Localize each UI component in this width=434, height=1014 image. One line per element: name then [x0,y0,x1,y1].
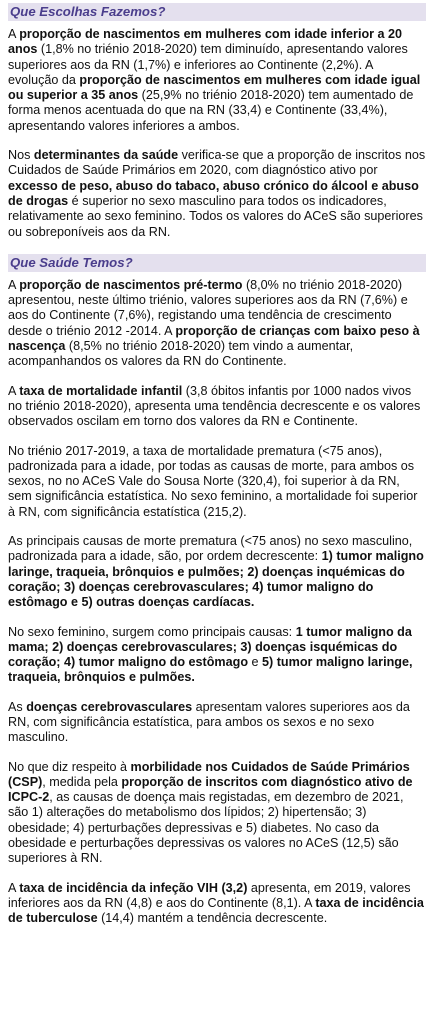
bold-text-run: doenças cerebrovasculares [26,699,193,714]
text-run: No sexo feminino, surgem como principais causas: [8,624,296,639]
paragraph-mortalidade-infantil [8,384,426,430]
paragraph-vih-tuberculose [8,881,426,927]
paragraph-pre-termo [8,278,426,370]
bold-text-run: 5) tumor maligno laringe, traqueia, brônquios e pulmões. [8,655,413,685]
text-run: é superior no sexo masculino para todos os indicadores, relativamente ao sexo feminino. Todos os valores do ACeS são superiores ou sobreponíveis aos da RN. [8,193,423,239]
text-run: apresentam valores superiores aos da RN, com significância estatística, para ambos os sexos e no sexo masculino. [8,699,410,745]
bold-text-run: taxa de incidência da infeção VIH (3,2) [19,880,248,895]
bold-text-run: proporção de nascimentos em mulheres com idade inferior a 20 anos [8,27,403,57]
bold-text-run: proporção de inscritos com diagnóstico ativo de ICPC-2 [8,774,413,805]
text-run: , medida pela [42,774,122,789]
bold-text-run: determinantes da saúde [33,148,179,163]
text-run: (1,8% no triénio 2018-2020) tem diminuído, apresentando valores superiores aos da RN (1,7%) e inferiores ao Continente (2,2%). A evolução da [8,42,408,87]
text-run: verifica-se que a proporção de inscritos nos Cuidados de Saúde Primários em 2020, com diagnóstico ativo por [8,148,426,178]
text-run: A [8,27,20,41]
paragraph-causas-masculino [8,534,426,610]
text-run: (8,5% no triénio 2018-2020) tem vindo a aumentar, acompanhandos os valores da RN do Continente. [8,339,354,369]
text-run: A [8,383,20,398]
bold-text-run: proporção de crianças com baixo peso à nascença [8,323,420,354]
text-run: apresenta, em 2019, valores inferiores aos da RN (4,8) e aos do Continente (8,1). A [8,880,411,910]
text-run: (8,0% no triénio 2018-2020) apresentou, neste último triénio, valores superiores aos da RN (7,6%) e aos do Continente (7,6%), registando uma tendência de crescimento desde o triénio 2012 -2014. A [8,277,408,338]
bold-text-run: proporção de nascimentos em mulheres com idade igual ou superior a 35 anos [8,72,421,103]
paragraph-determinantes-saude [8,148,426,240]
text-run: No que diz respeito à [8,759,131,774]
paragraph-nascimentos-idade [8,27,426,134]
bold-text-run: 1 tumor maligno da mama; 2) doenças cerebrovasculares; 3) doenças isquémicas do coração; 4) tumor maligno do estômago [8,624,412,670]
paragraph-causas-feminino [8,625,426,686]
bold-text-run: morbilidade nos Cuidados de Saúde Primários (CSP) [8,759,410,789]
text-run: Nos [8,148,34,163]
text-run: As [8,699,27,714]
text-run: (14,4) mantém a tendência decrescente. [97,911,328,926]
section-heading-saude: Que Saúde Temos? [8,254,426,272]
text-run: , as causas de doença mais registadas, em dezembro de 2021, são 1) alterações do metabolismo dos lípidos; 2) hipertensão; 3) obesidade; 4) perturbações depressivas e 5) diabetes. No caso da obesidade e perturbações depressivas os valores no ACeS (12,5) são superiores à RN. [8,790,404,866]
text-run: e [248,655,263,670]
bold-text-run: 1) tumor maligno laringe, traqueia, brônquios e pulmões; 2) doenças inquémicas do coração; 3) doenças cerebrovasculares; 4) tumor maligno do estômago e 5) outras doenças cardíacas. [8,549,424,610]
text-run: No triénio 2017-2019, a taxa de mortalidade prematura (<75 anos), padronizada para a idade, por todas as causas de morte, para ambos os sexos, no no ACeS Vale do Sousa Norte (320,4), foi superior à da RN, sem significância estatística. No sexo feminino, a mortalidade foi superior à RN, com significância estatística (215,2). [8,443,418,519]
text-run: (25,9% no triénio 2018-2020) tem aumentado de forma menos acentuada do que na RN (33,4) e Continente (33,4%), apresentando valores inferiores a ambos. [8,88,414,133]
paragraph-mortalidade-prematura [8,444,426,520]
bold-text-run: taxa de mortalidade infantil [19,383,183,398]
text-run: A [8,277,20,292]
text-run: As principais causas de morte prematura (<75 anos) no sexo masculino, padronizada para a idade, são, por ordem decrescente: [8,534,413,564]
bold-text-run: taxa de incidência de tuberculose [8,895,424,926]
paragraph-morbilidade-csp [8,760,426,867]
text-run: A [8,880,20,895]
bold-text-run: excesso de peso, abuso do tabaco, abuso crónico do álcool e abuso de drogas [8,178,419,208]
paragraph-doencas-cerebrovasculares [8,700,426,746]
section-heading-escolhas: Que Escolhas Fazemos? [8,3,426,21]
text-run: (3,8 óbitos infantis por 1000 nados vivos no triénio 2018-2020), apresenta uma tendência decrescente e os valores observados oscilam em torno dos valores da RN e Continente. [8,383,421,429]
bold-text-run: proporção de nascimentos pré-termo [19,277,243,292]
